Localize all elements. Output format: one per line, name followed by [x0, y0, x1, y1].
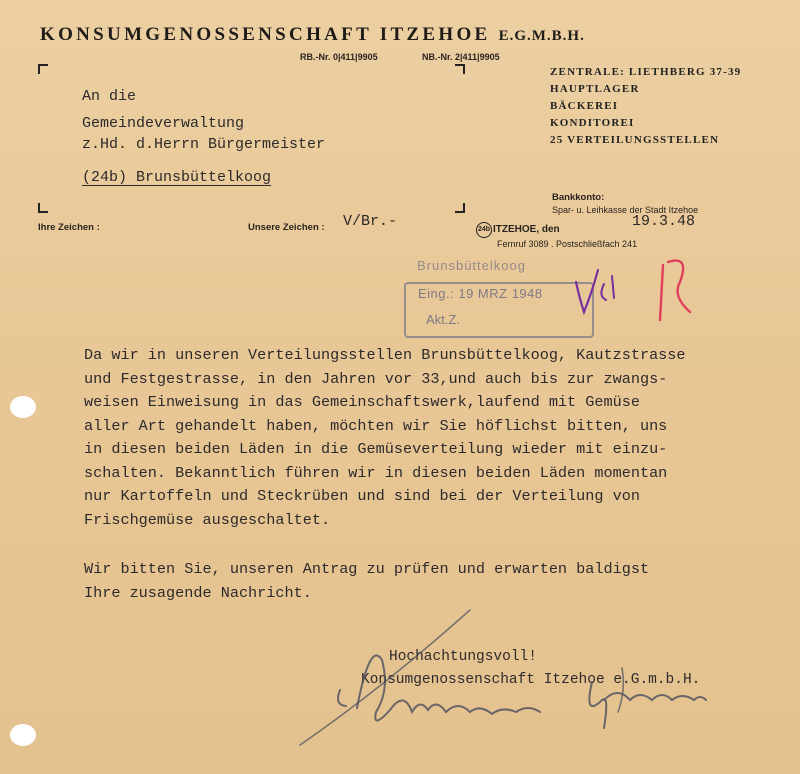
stamp-line-2: Eing.: 19 MRZ 1948 [418, 286, 543, 301]
address-line-3: z.Hd. d.Herrn Bürgermeister [82, 136, 326, 153]
letter-date: 19.3.48 [632, 213, 696, 230]
stamp-line-3: Akt.Z. [426, 312, 460, 327]
ihre-zeichen-label: Ihre Zeichen : [38, 222, 100, 233]
body-line: Wir bitten Sie, unseren Antrag zu prüfen und erwarten baldigst [84, 560, 650, 578]
unsere-zeichen-value: V/Br.- [343, 213, 398, 230]
body-line: Ihre zusagende Nachricht. [84, 584, 312, 602]
body-line: aller Art gehandelt haben, möchten wir Sie höflichst bitten, uns [84, 416, 668, 435]
right-line-konditorei: KONDITOREI [550, 117, 635, 129]
address-line-2: Gemeindeverwaltung [82, 115, 245, 132]
body-line: und Festgestrasse, in den Jahren vor 33,und auch bis zur zwangs- [84, 369, 668, 388]
company-title: KONSUMGENOSSENSCHAFT ITZEHOE [40, 24, 491, 45]
body-line: nur Kartoffeln und Steckrüben und sind bei der Verteilung von [84, 487, 640, 505]
address-line-4: (24b) Brunsbüttelkoog [82, 169, 272, 186]
company-suffix: E.G.M.B.H. [498, 28, 585, 44]
punch-hole-lower [10, 724, 36, 746]
right-line-baeckerei: BÄCKEREI [550, 100, 619, 112]
right-signature-stroke [618, 668, 623, 712]
right-line-zentrale: ZENTRALE: LIETHBERG 37-39 [550, 66, 742, 78]
fernruf-line: Fernruf 3089 . Postschließfach 241 [497, 239, 638, 249]
closing-company: Konsumgenossenschaft Itzehoe e.G.m.b.H. [361, 672, 701, 688]
red-pencil-mark [660, 261, 690, 320]
right-line-verteilungsstellen: 25 VERTEILUNGSSTELLEN [550, 134, 720, 146]
right-line-hauptlager: HAUPTLAGER [550, 83, 640, 95]
city-label: ITZEHOE, den [493, 224, 560, 235]
bank-value: Spar- u. Leihkasse der Stadt Itzehoe [552, 205, 699, 215]
body-line: schalten. Bekanntlich führen wir in diesen beiden Läden momentan [84, 463, 668, 482]
punch-hole-upper [10, 396, 36, 418]
bank-label: Bankkonto: [552, 192, 605, 203]
body-line: weisen Einweisung in das Gemeinschaftswerk,laufend mit Gemüse [84, 393, 640, 411]
body-line: in diesen beiden Läden in die Gemüseverteilung wieder mit einzu- [84, 440, 668, 458]
purple-pencil-mark [576, 270, 598, 312]
stamp-line-1: Brunsbüttelkoog [417, 258, 526, 273]
address-line-1: An die [82, 88, 137, 105]
body-line: Frischgemüse ausgeschaltet. [84, 510, 331, 529]
closing-greeting: Hochachtungsvoll! [389, 649, 537, 665]
left-signature [338, 655, 540, 720]
right-signature [589, 682, 706, 728]
body-line: Da wir in unseren Verteilungsstellen Brunsbüttelkoog, Kautzstrasse [84, 346, 686, 364]
unsere-zeichen-label: Unsere Zeichen : [248, 222, 325, 233]
postal-code: 24b [477, 226, 491, 233]
nb-number: NB.-Nr. 2|411|9905 [422, 52, 500, 62]
purple-pencil-mark-2 [601, 276, 614, 300]
rb-number: RB.-Nr. 0|411|9905 [300, 52, 378, 62]
